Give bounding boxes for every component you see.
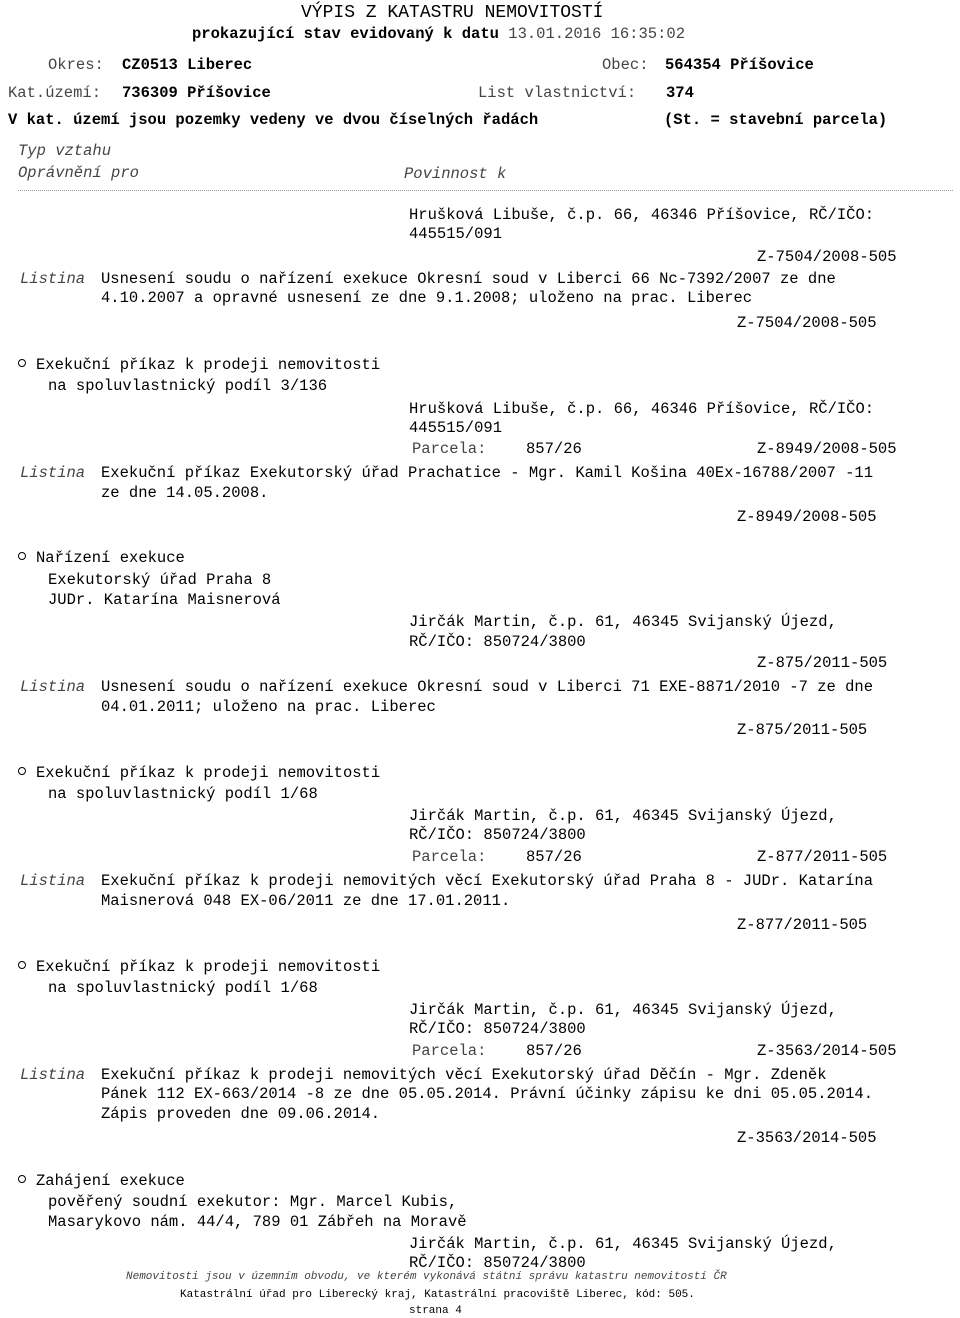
footer-line: Nemovitosti jsou v územním obvodu, ve kterém vykonává státní správu katastru nemovitostí ČR <box>126 1271 727 1283</box>
z-reference: Z-3563/2014-505 <box>737 1129 877 1147</box>
entry-subtitle: Masarykovo nám. 44/4, 789 01 Zábřeh na Moravě <box>48 1213 467 1231</box>
bullet-icon <box>18 359 26 367</box>
parcela-value: 857/26 <box>526 440 582 458</box>
page-number: strana 4 <box>409 1305 462 1317</box>
subtitle-prefix: prokazující stav evidovaný k datu <box>192 25 499 43</box>
party-line: 445515/091 <box>409 419 503 437</box>
z-reference: Z-7504/2008-505 <box>757 248 897 266</box>
subtitle <box>192 27 685 43</box>
parcela-value: 857/26 <box>526 1042 582 1060</box>
col-opravneni-pro: Oprávnění pro <box>18 164 139 182</box>
header-note-right: (St. = stavební parcela) <box>664 111 888 129</box>
z-reference: Z-877/2011-505 <box>737 916 868 934</box>
entry-title <box>18 766 380 782</box>
bullet-icon <box>18 767 26 775</box>
parcela-value: 857/26 <box>526 848 582 866</box>
header-note: V kat. území jsou pozemky vedeny ve dvou číselných řadách <box>8 111 539 129</box>
party-line: RČ/IČO: 850724/3800 <box>409 633 586 651</box>
z-reference: Z-8949/2008-505 <box>757 440 897 458</box>
listina-label: Listina <box>20 1066 86 1084</box>
entry-subtitle: JUDr. Katarína Maisnerová <box>48 591 281 609</box>
listina-label: Listina <box>20 464 86 482</box>
party-line: Jirčák Martin, č.p. 61, 46345 Svijanský Újezd, <box>409 807 837 825</box>
document-title: VÝPIS Z KATASTRU NEMOVITOSTÍ <box>301 3 604 23</box>
entry-title-text: Exekuční příkaz k prodeji nemovitosti <box>36 958 381 976</box>
listina-label: Listina <box>20 678 86 696</box>
obec-label: Obec: <box>602 56 649 74</box>
entry-subtitle: pověřený soudní exekutor: Mgr. Marcel Kubis, <box>48 1193 458 1211</box>
listina-text: Pánek 112 EX-663/2014 -8 ze dne 05.05.2014. Právní účinky zápisu ke dni 05.05.2014. <box>101 1085 874 1103</box>
entry-subtitle: Exekutorský úřad Praha 8 <box>48 571 272 589</box>
party-line: Jirčák Martin, č.p. 61, 46345 Svijanský Újezd, <box>409 613 837 631</box>
entry-title <box>18 358 380 374</box>
z-reference: Z-877/2011-505 <box>757 848 888 866</box>
z-reference: Z-875/2011-505 <box>737 721 868 739</box>
listina-text: Usnesení soudu o nařízení exekuce Okresní soud v Liberci 66 Nc-7392/2007 ze dne <box>101 270 836 288</box>
listina-text: Maisnerová 048 EX-06/2011 ze dne 17.01.2011. <box>101 892 511 910</box>
listina-text: 04.01.2011; uloženo na prac. Liberec <box>101 698 436 716</box>
party-line: RČ/IČO: 850724/3800 <box>409 826 586 844</box>
z-reference: Z-7504/2008-505 <box>737 314 877 332</box>
katuzemi-value: 736309 Příšovice <box>122 84 271 102</box>
entry-subtitle: na spoluvlastnický podíl 1/68 <box>48 785 318 803</box>
listina-text: Exekuční příkaz Exekutorský úřad Prachatice - Mgr. Kamil Košina 40Ex-16788/2007 -11 <box>101 464 874 482</box>
listina-text: ze dne 14.05.2008. <box>101 484 269 502</box>
entry-title-text: Exekuční příkaz k prodeji nemovitosti <box>36 356 381 374</box>
entry-title-text: Nařízení exekuce <box>36 549 185 567</box>
bullet-icon <box>18 1175 26 1183</box>
header-divider <box>18 190 953 191</box>
list-vlastnictvi-value: 374 <box>666 84 694 102</box>
party-line: Hrušková Libuše, č.p. 66, 46346 Příšovice, RČ/IČO: <box>409 400 875 418</box>
listina-text: Exekuční příkaz k prodeji nemovitých věcí Exekutorský úřad Praha 8 - JUDr. Katarína <box>101 872 874 890</box>
parcela-label: Parcela: <box>412 1042 487 1060</box>
z-reference: Z-8949/2008-505 <box>737 508 877 526</box>
party-line: Jirčák Martin, č.p. 61, 46345 Svijanský Újezd, <box>409 1001 837 1019</box>
parcela-label: Parcela: <box>412 440 487 458</box>
entry-title-text: Exekuční příkaz k prodeji nemovitosti <box>36 764 381 782</box>
entry-title <box>18 1174 185 1190</box>
katuzemi-label: Kat.území: <box>8 84 102 102</box>
entry-title <box>18 960 380 976</box>
okres-value: CZ0513 Liberec <box>122 56 253 74</box>
party-line: 445515/091 <box>409 225 503 243</box>
listina-label: Listina <box>20 872 86 890</box>
listina-text: Usnesení soudu o nařízení exekuce Okresní soud v Liberci 71 EXE-8871/2010 -7 ze dne <box>101 678 874 696</box>
entry-subtitle: na spoluvlastnický podíl 1/68 <box>48 979 318 997</box>
z-reference: Z-875/2011-505 <box>757 654 888 672</box>
list-vlastnictvi-label: List vlastnictví: <box>478 84 637 102</box>
party-line: Jirčák Martin, č.p. 61, 46345 Svijanský Újezd, <box>409 1235 837 1253</box>
subtitle-datetime: 13.01.2016 16:35:02 <box>508 25 685 43</box>
bullet-icon <box>18 552 26 560</box>
bullet-icon <box>18 961 26 969</box>
entry-title-text: Zahájení exekuce <box>36 1172 185 1190</box>
parcela-label: Parcela: <box>412 848 487 866</box>
col-povinnost-k: Povinnost k <box>404 165 507 183</box>
party-line: Hrušková Libuše, č.p. 66, 46346 Příšovice, RČ/IČO: <box>409 206 875 224</box>
entry-subtitle: na spoluvlastnický podíl 3/136 <box>48 377 328 395</box>
obec-value: 564354 Příšovice <box>665 56 814 74</box>
col-typ-vztahu: Typ vztahu <box>18 142 112 160</box>
entry-title <box>18 551 185 567</box>
listina-text: Zápis proveden dne 09.06.2014. <box>101 1105 381 1123</box>
listina-label: Listina <box>20 270 86 288</box>
listina-text: 4.10.2007 a opravné usnesení ze dne 9.1.2008; uloženo na prac. Liberec <box>101 289 753 307</box>
party-line: RČ/IČO: 850724/3800 <box>409 1254 586 1272</box>
party-line: RČ/IČO: 850724/3800 <box>409 1020 586 1038</box>
footer-line: Katastrální úřad pro Liberecký kraj, Katastrální pracoviště Liberec, kód: 505. <box>180 1289 695 1301</box>
listina-text: Exekuční příkaz k prodeji nemovitých věcí Exekutorský úřad Děčín - Mgr. Zdeněk <box>101 1066 827 1084</box>
okres-label: Okres: <box>48 56 104 74</box>
z-reference: Z-3563/2014-505 <box>757 1042 897 1060</box>
